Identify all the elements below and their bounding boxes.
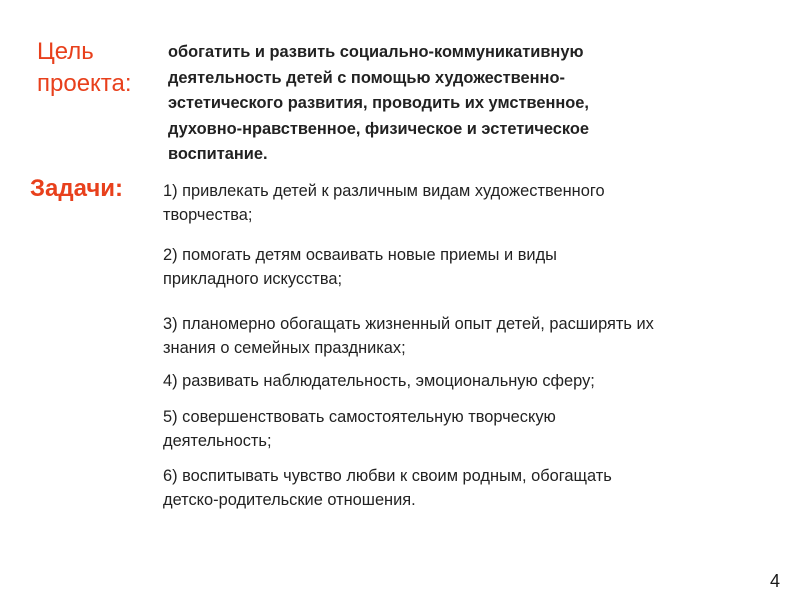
task-item-2 [163, 243, 557, 291]
task-item-line: 4) развивать наблюдательность, эмоциональную сферу; [163, 372, 595, 390]
task-item-line: деятельность; [163, 432, 272, 450]
task-item-line: прикладного искусства; [163, 270, 343, 288]
task-item-line: детско-родительские отношения. [163, 491, 416, 509]
goal-description-line: эстетического развития, проводить их умственное, [168, 94, 589, 112]
task-item-line: 5) совершенствовать самостоятельную творческую [163, 408, 556, 426]
task-item-line: 3) планомерно обогащать жизненный опыт детей, расширять их [163, 315, 654, 333]
task-item-3 [163, 312, 654, 360]
task-item-6 [163, 464, 612, 512]
task-item-5 [163, 405, 556, 453]
goal-heading-line-1: Цель [37, 38, 94, 65]
task-item-line: 1) привлекать детей к различным видам художественного [163, 182, 605, 200]
task-item-line: 2) помогать детям осваивать новые приемы и виды [163, 246, 557, 264]
goal-description-line: обогатить и развить социально-коммуникативную [168, 43, 584, 61]
page-number: 4 [770, 571, 781, 591]
task-item-line: творчества; [163, 206, 253, 224]
goal-heading-line-2: проекта: [37, 70, 132, 97]
goal-heading [37, 36, 162, 100]
goal-description-line: воспитание. [168, 145, 268, 163]
task-item-line: знания о семейных праздниках; [163, 339, 406, 357]
goal-description [168, 40, 693, 168]
tasks-heading: Задачи: [30, 175, 124, 202]
goal-description-line: деятельность детей с помощью художественно- [168, 68, 565, 87]
task-item-line: 6) воспитывать чувство любви к своим родным, обогащать [163, 467, 612, 485]
task-item-1 [163, 179, 605, 227]
goal-description-line: духовно-нравственное, физическое и эстетическое [168, 119, 590, 138]
task-item-4 [163, 369, 595, 393]
